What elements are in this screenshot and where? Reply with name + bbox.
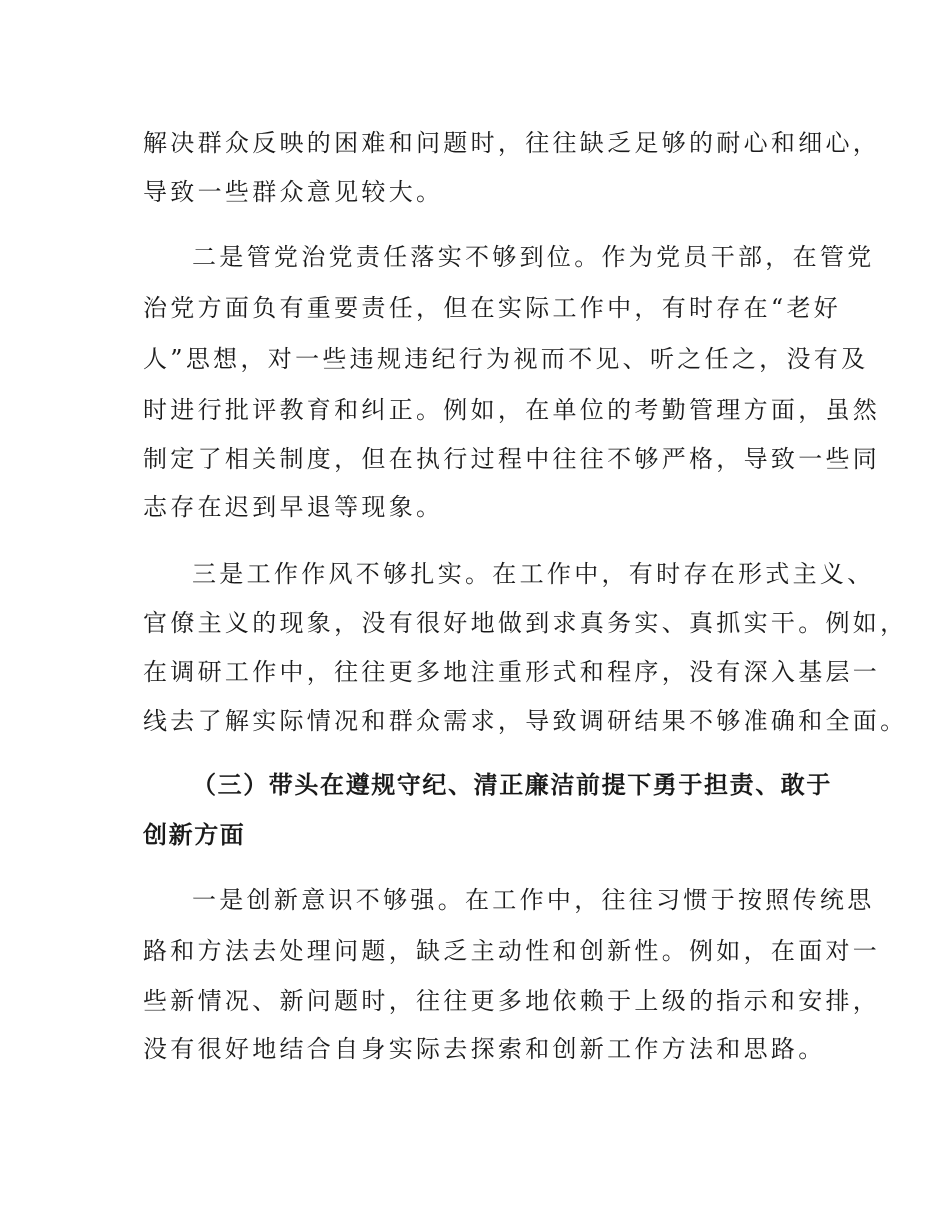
body-text-line: 志存在迟到早退等现象。	[143, 493, 444, 521]
body-text-line: 解决群众反映的困难和问题时，往往缺乏足够的耐心和细心，	[143, 129, 881, 157]
section-heading: （三）带头在遵规守纪、清正廉洁前提下勇于担责、敢于	[192, 771, 832, 799]
body-text-line: 线去了解实际情况和群众需求，导致调研结果不够准确和全面。	[143, 707, 908, 735]
body-text-line: 在调研工作中，往往更多地注重形式和程序，没有深入基层一	[143, 658, 881, 686]
body-text-line: 没有很好地结合自身实际去探索和创新工作方法和思路。	[143, 1035, 826, 1063]
body-text-line: 治党方面负有重要责任，但在实际工作中，有时存在“老好	[143, 294, 842, 322]
body-text-line: 二是管党治党责任落实不够到位。作为党员干部，在管党	[192, 243, 875, 271]
body-text-line: 时进行批评教育和纠正。例如，在单位的考勤管理方面，虽然	[143, 396, 881, 424]
section-heading: 创新方面	[143, 821, 246, 849]
body-text-line: 三是工作作风不够扎实。在工作中，有时存在形式主义、	[192, 560, 875, 588]
body-text-line: 一是创新意识不够强。在工作中，往往习惯于按照传统思	[192, 886, 875, 914]
body-text-line: 官僚主义的现象，没有很好地做到求真务实、真抓实干。例如，	[143, 609, 908, 637]
body-text-line: 导致一些群众意见较大。	[143, 178, 444, 206]
body-text-line: 人”思想，对一些违规违纪行为视而不见、听之任之，没有及	[143, 345, 869, 373]
body-text-line: 些新情况、新问题时，往往更多地依赖于上级的指示和安排，	[143, 987, 881, 1015]
body-text-line: 制定了相关制度，但在执行过程中往往不够严格，导致一些同	[143, 445, 881, 473]
body-text-line: 路和方法去处理问题，缺乏主动性和创新性。例如，在面对一	[143, 937, 881, 965]
